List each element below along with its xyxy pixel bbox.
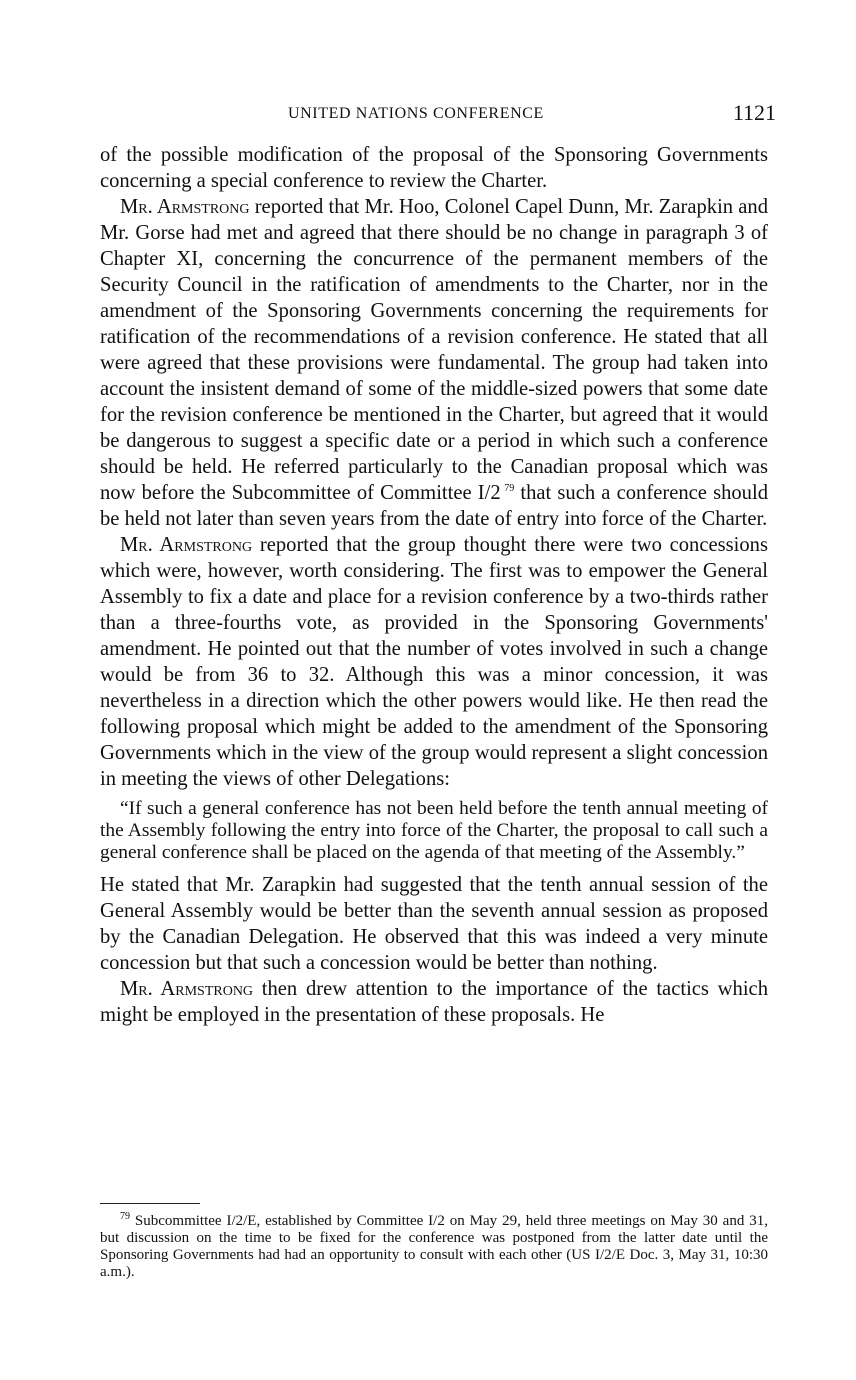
paragraph-text: reported that the group thought there were two concessions which were, however, worth considering. The first was to empower the General Assembly to fix a date and place for a revision conference by a two-thirds rather than a three-fourths vote, as provided in the Sponsoring Governments' amendment. He pointed out that the number of votes involved in such a change would be from 36 to 32. Although this was a minor concession, it was nevertheless in a direction which the other powers would like. He then read the following proposal which might be added to the amendment of the Sponsoring Governments which in the view of the group would represent a slight concession in meeting the views of other Delegations: (100, 534, 768, 790)
paragraph (100, 194, 768, 532)
page-header (100, 100, 776, 128)
paragraph-text: then drew attention to the importance of the tactics which might be employed in the presentation of these proposals. He (100, 978, 768, 1026)
paragraph (100, 142, 768, 194)
footnote-reference: 79 (504, 483, 515, 495)
paragraph-text: that such a conference should be held not later than seven years from the date of entry into force of the Charter. (100, 482, 768, 530)
paragraph (100, 976, 768, 1028)
block-quote: “If such a general conference has not been held before the tenth annual meeting of the Assembly following the entry into force of the Charter, the proposal to call such a general conference shall be placed on the agenda of that meeting of the Assembly.” (100, 798, 768, 863)
footnote-divider (100, 1203, 200, 1204)
footnote-text: Subcommittee I/2/E, established by Committee I/2 on May 29, held three meetings on May 30 and 31, but discussion on the time to be fixed for the conference was postponed from the latter date until the Sponsoring Governments had had an opportunity to consult with each other (US I/2/E Doc. 3, May 31, 10:30 a.m.). (100, 1213, 768, 1280)
body-text (100, 142, 768, 1028)
paragraph-text: reported that Mr. Hoo, Colonel Capel Dunn, Mr. Zarapkin and Mr. Gorse had met and agreed that there should be no change in paragraph 3 of Chapter XI, concerning the concurrence of the permanent members of the Security Council in the ratification of amendments to the Charter, nor in the amendment of the Sponsoring Governments concerning the requirements for ratification of the recommendations of a revision conference. He stated that all were agreed that these provisions were fundamental. The group had taken into account the insistent demand of some of the middle-sized powers that some date for the revision conference be mentioned in the Charter, but agreed that it would be dangerous to suggest a specific date or a period in which such a conference should be held. He referred particularly to the Canadian proposal which was now before the Subcommittee of Committee I/2 (100, 196, 768, 504)
footnote (100, 1213, 768, 1281)
paragraph-text: He stated that Mr. Zarapkin had suggested that the tenth annual session of the General Assembly would be better than the seventh annual session as proposed by the Canadian Delegation. He observed that this was indeed a very minute concession but that such a concession would be better than nothing. (100, 874, 768, 974)
page-number: 1121 (732, 100, 776, 125)
paragraph (100, 872, 768, 976)
speaker-name: Mr. Armstrong (120, 978, 254, 1000)
running-head: UNITED NATIONS CONFERENCE (288, 105, 544, 122)
speaker-name: Mr. Armstrong (120, 534, 253, 556)
footnote-marker: 79 (120, 1211, 130, 1222)
speaker-name: Mr. Armstrong (120, 196, 250, 218)
paragraph (100, 532, 768, 792)
paragraph-text: of the possible modification of the proposal of the Sponsoring Governments concerning a special conference to review the Charter. (100, 144, 768, 192)
